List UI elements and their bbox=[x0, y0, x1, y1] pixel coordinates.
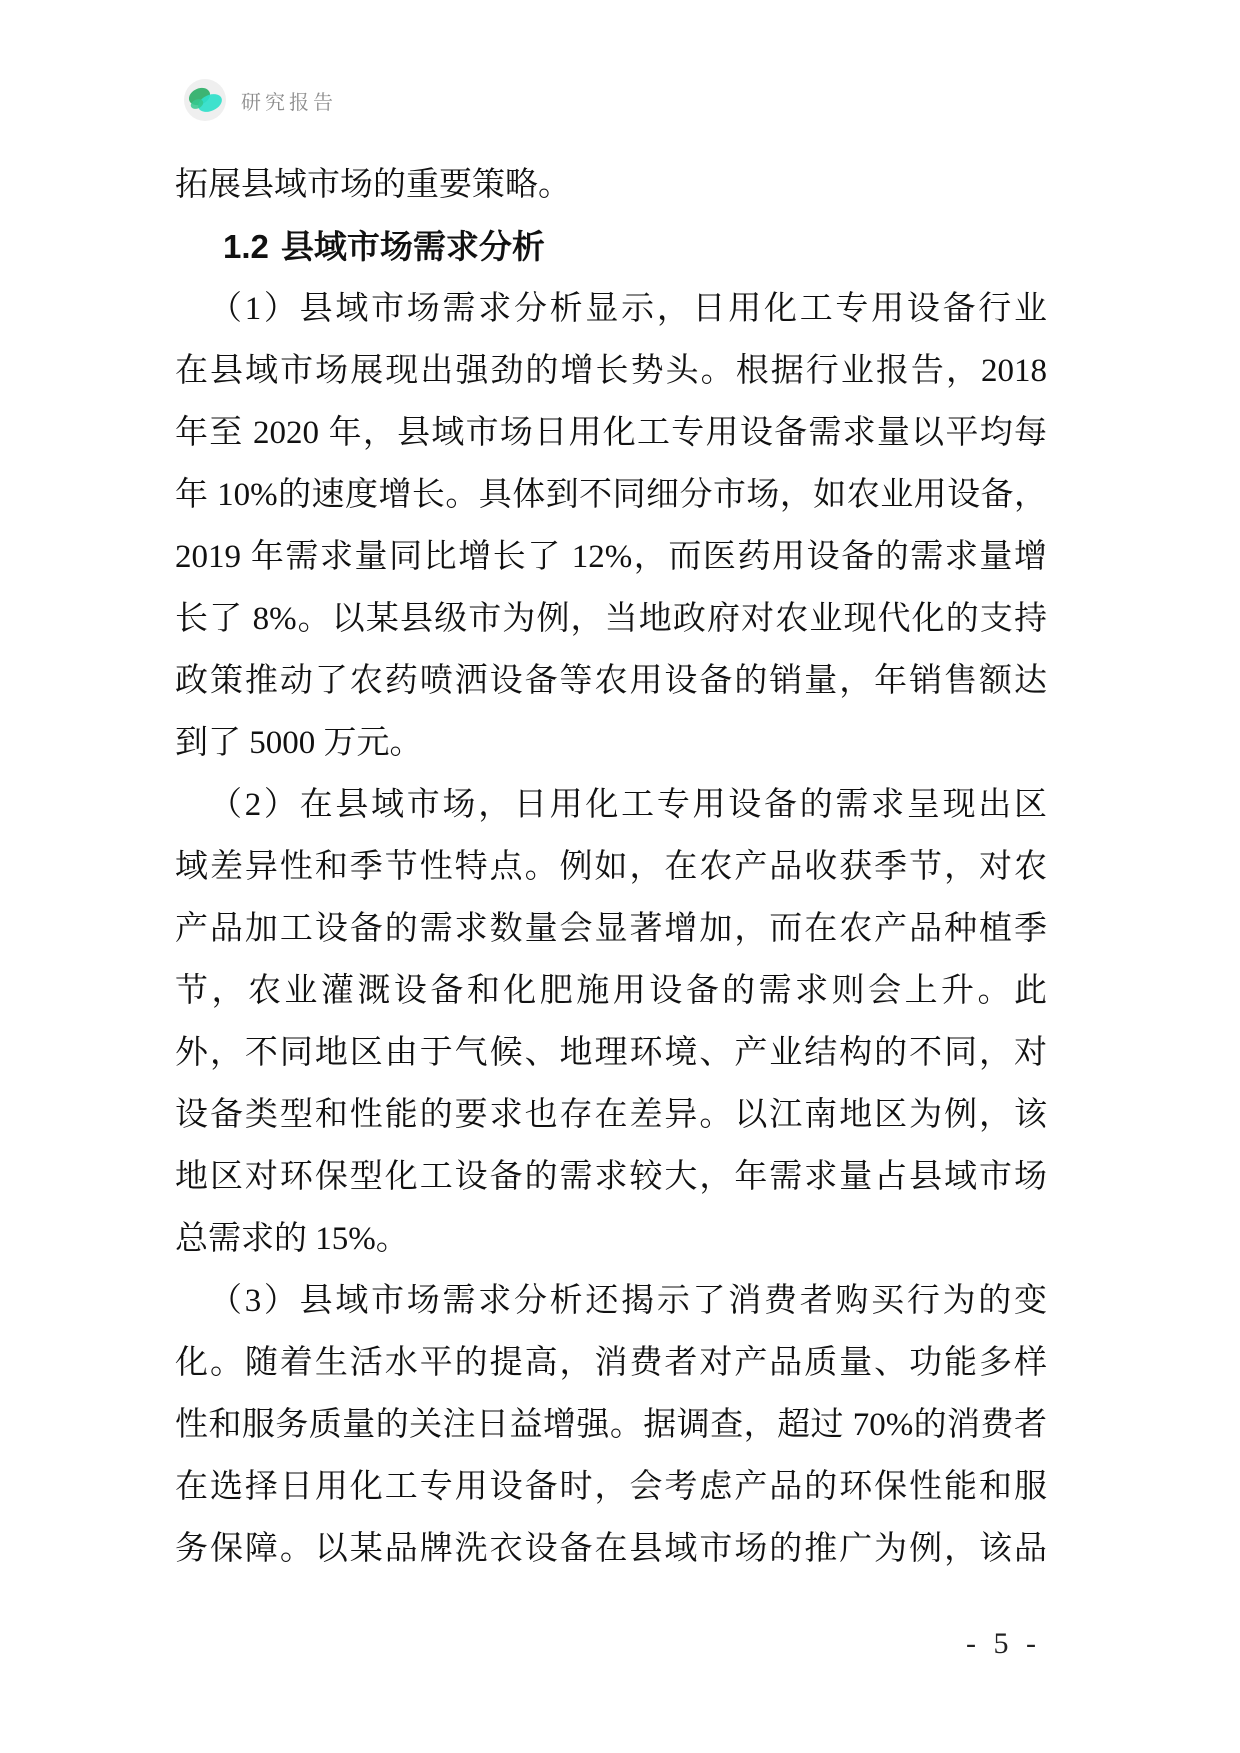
body-line: 在选择日用化工专用设备时，会考虑产品的环保性能和服 bbox=[175, 1469, 1047, 1505]
section-title: 县域市场需求分析 bbox=[280, 230, 545, 266]
body-line: 年 10%的速度增长。具体到不同细分市场，如农业用设备， bbox=[175, 477, 1047, 513]
body-line: 性和服务质量的关注日益增强。据调查，超过 70%的消费者 bbox=[175, 1407, 1047, 1443]
body-line: 年至 2020 年，县域市场日用化工专用设备需求量以平均每 bbox=[175, 415, 1047, 451]
section-number: 1.2 bbox=[223, 228, 269, 265]
body-line: 政策推动了农药喷洒设备等农用设备的销量，年销售额达 bbox=[175, 663, 1047, 699]
body-line: 节，农业灌溉设备和化肥施用设备的需求则会上升。此 bbox=[175, 973, 1047, 1009]
body-line: 化。随着生活水平的提高，消费者对产品质量、功能多样 bbox=[175, 1345, 1047, 1381]
body-line: 到了 5000 万元。 bbox=[175, 725, 423, 761]
body-line: （3）县域市场需求分析还揭示了消费者购买行为的变 bbox=[209, 1283, 1047, 1319]
body-line: 长了 8%。以某县级市为例，当地政府对农业现代化的支持 bbox=[175, 601, 1047, 637]
body-line: 拓展县域市场的重要策略。 bbox=[175, 167, 571, 203]
body-line: 产品加工设备的需求数量会显著增加，而在农产品种植季 bbox=[175, 911, 1047, 947]
body-line: 域差异性和季节性特点。例如，在农产品收获季节，对农 bbox=[175, 849, 1047, 885]
report-logo-icon bbox=[183, 78, 227, 122]
body-line: 地区对环保型化工设备的需求较大，年需求量占县域市场 bbox=[175, 1159, 1047, 1195]
body-line: 务保障。以某品牌洗衣设备在县域市场的推广为例，该品 bbox=[175, 1531, 1047, 1567]
page-number: - 5 - bbox=[966, 1627, 1041, 1660]
body-line: 外，不同地区由于气候、地理环境、产业结构的不同，对 bbox=[175, 1035, 1047, 1071]
body-line: 设备类型和性能的要求也存在差异。以江南地区为例，该 bbox=[175, 1097, 1047, 1133]
document-body bbox=[175, 154, 1047, 1580]
paragraph-1 bbox=[175, 278, 1047, 774]
section-heading bbox=[175, 216, 1047, 278]
body-line: 2019 年需求量同比增长了 12%，而医药用设备的需求量增 bbox=[175, 539, 1047, 575]
body-line: 在县域市场展现出强劲的增长势头。根据行业报告，2018 bbox=[175, 353, 1047, 389]
paragraph-3 bbox=[175, 1270, 1047, 1580]
paragraph-2 bbox=[175, 774, 1047, 1270]
body-line: （2）在县域市场，日用化工专用设备的需求呈现出区 bbox=[209, 787, 1047, 823]
body-line: （1）县域市场需求分析显示，日用化工专用设备行业 bbox=[209, 291, 1047, 327]
body-line: 总需求的 15%。 bbox=[175, 1221, 409, 1257]
brand-text: 研究报告 bbox=[241, 91, 337, 114]
report-header bbox=[183, 78, 337, 122]
